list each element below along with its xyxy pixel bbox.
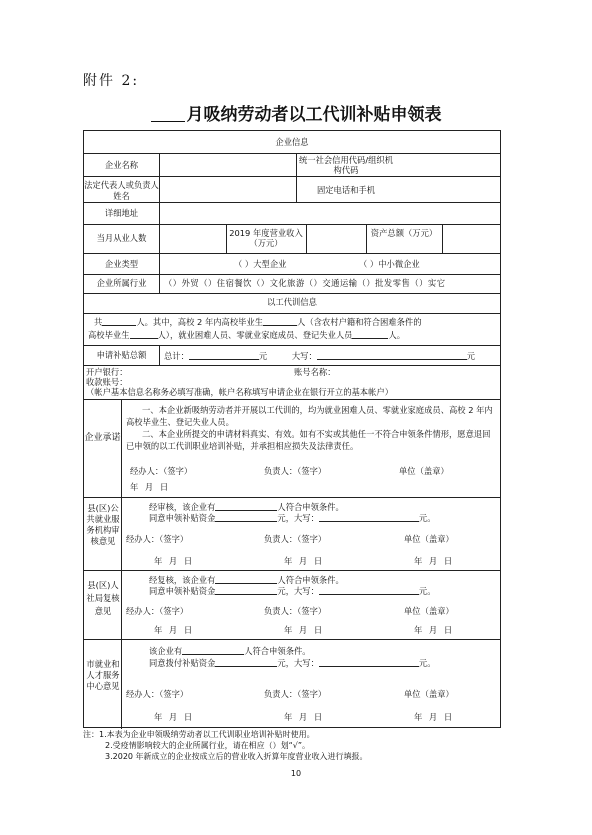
county-date-2[interactable]: 年 月 日 xyxy=(284,556,325,566)
county-agree-line: 同意申领补贴资金 元，大写： 元。 xyxy=(149,513,436,523)
hardship-graduates-field[interactable] xyxy=(130,329,158,339)
county-review-line: 经审核，该企业有 人符合申领条件。 xyxy=(149,502,344,512)
revenue-field[interactable] xyxy=(309,227,364,249)
section-company: 企业信息 xyxy=(275,137,309,147)
attachment-label: 附件 2: xyxy=(83,73,140,89)
subsidy-total-field[interactable] xyxy=(189,350,259,360)
note-2: 2.受疫情影响较大的企业所属行业，请在相应（）划“√”。 xyxy=(105,741,311,750)
form-title xyxy=(0,100,592,125)
county-public-label: 县(区)公共就业服务机构审核意见 xyxy=(86,503,120,546)
hrss-agree-line: 同意申领补贴资金 元，大写： 元。 xyxy=(149,586,436,596)
promise-seal[interactable]: 单位（盖章） xyxy=(399,466,449,476)
company-name-field[interactable] xyxy=(162,157,292,173)
city-leader[interactable]: 负责人：（签字） xyxy=(264,689,327,699)
city-upper-field[interactable] xyxy=(319,657,419,667)
employees-label: 当月从业人数 xyxy=(96,233,147,243)
county-date-1[interactable]: 年 月 日 xyxy=(154,556,195,566)
note-1: 注：1.本表为企业申领吸纳劳动者以工代训职业培训补贴时使用。 xyxy=(83,730,315,739)
bank-label[interactable]: 开户银行： xyxy=(86,367,128,377)
city-center-label: 市就业和人才服务中心意见 xyxy=(86,659,120,691)
hrss-amount-field[interactable] xyxy=(215,585,277,595)
industry-options[interactable]: （）外贸（）住宿餐饮（）文化旅游（）交通运输（）批发零售（）实它 xyxy=(164,278,446,288)
city-pay-line: 同意拨付补贴资金 元，大写： 元。 xyxy=(149,658,436,668)
form-title-text: 月吸纳劳动者以工代训补贴申领表 xyxy=(186,105,442,125)
city-date-2[interactable]: 年 月 日 xyxy=(284,712,325,722)
hrss-leader[interactable]: 负责人：（签字） xyxy=(264,606,327,616)
phone-field[interactable] xyxy=(399,181,499,199)
hrss-seal[interactable]: 单位（盖章） xyxy=(404,606,454,616)
hrss-date-1[interactable]: 年 月 日 xyxy=(154,625,195,635)
credit-code-field[interactable] xyxy=(399,157,499,173)
account-label[interactable]: 收款账号： xyxy=(86,377,128,387)
training-line-1: 共 人。其中，高校 2 年内高校毕业生 人（含农村户籍和符合困难条件的 xyxy=(94,317,422,327)
address-label: 详细地址 xyxy=(104,208,139,218)
company-name-label: 企业名称 xyxy=(104,160,139,170)
county-review-people-field[interactable] xyxy=(215,501,277,511)
city-seal[interactable]: 单位（盖章） xyxy=(404,689,454,699)
type-label: 企业类型 xyxy=(104,259,139,269)
subsidy-upper-field[interactable] xyxy=(317,350,467,360)
graduates-field[interactable] xyxy=(263,316,297,326)
city-date-1[interactable]: 年 月 日 xyxy=(154,712,195,722)
assets-field[interactable] xyxy=(445,227,499,249)
bank-note: （帐户基本信息名称务必填写准确，帐户名称填写申请企业在银行开立的基本帐户） xyxy=(86,387,393,397)
city-people-field[interactable] xyxy=(182,645,244,655)
employees-field[interactable] xyxy=(162,227,222,249)
assets-label: 资产总额（万元） xyxy=(370,228,438,238)
city-date-3[interactable]: 年 月 日 xyxy=(414,712,455,722)
county-seal[interactable]: 单位（盖章） xyxy=(404,534,454,544)
hrss-operator[interactable]: 经办人：（签字） xyxy=(126,606,189,616)
promise-text-2: 二、本企业所提交的申请材料真实、有效。如有不实或其他任一不符合申领条件情形，愿意退回已申领的以工代训职业培训补贴，并承担相应损失及法律责任。 xyxy=(126,429,491,451)
address-field[interactable] xyxy=(162,205,497,221)
unemployed-field[interactable] xyxy=(352,329,388,339)
hrss-date-3[interactable]: 年 月 日 xyxy=(414,625,455,635)
county-agree-upper-field[interactable] xyxy=(319,512,419,522)
page-number: 10 xyxy=(290,769,302,778)
city-operator[interactable]: 经办人：（签字） xyxy=(126,689,189,699)
legal-rep-field[interactable] xyxy=(162,181,292,199)
phone-label: 固定电话和手机 xyxy=(316,185,376,195)
hrss-upper-field[interactable] xyxy=(319,585,419,595)
application-form-table xyxy=(83,130,501,728)
hrss-date-2[interactable]: 年 月 日 xyxy=(284,625,325,635)
revenue-label: 2019 年度营业收入（万元） xyxy=(229,228,303,248)
county-hrss-label: 县(区)人社局复核意见 xyxy=(86,580,120,616)
promise-leader[interactable]: 负责人：（签字） xyxy=(264,466,327,476)
promise-date[interactable]: 年 月 日 xyxy=(130,482,171,492)
county-date-3[interactable]: 年 月 日 xyxy=(414,556,455,566)
promise-label: 企业承诺 xyxy=(84,433,121,443)
subsidy-line: 总计： 元 大写： 元 xyxy=(164,351,476,361)
month-blank[interactable] xyxy=(151,107,185,122)
section-training: 以工代训信息 xyxy=(267,297,317,307)
promise-operator[interactable]: 经办人：（签字） xyxy=(130,466,193,476)
total-people-field[interactable] xyxy=(102,316,136,326)
promise-text-1: 一、本企业新吸纳劳动者并开展以工代训的，均为就业困难人员、零就业家庭成员、高校 2 年内高校毕业生、登记失业人员。 xyxy=(126,405,493,427)
county-leader[interactable]: 负责人：（签字） xyxy=(264,534,327,544)
county-operator[interactable]: 经办人：（签字） xyxy=(126,534,189,544)
industry-label: 企业所属行业 xyxy=(96,278,147,288)
county-agree-amount-field[interactable] xyxy=(215,512,277,522)
type-sme-option[interactable]: （ ）中小微企业 xyxy=(359,259,420,269)
city-has-line: 该企业有 人符合申领条件。 xyxy=(149,646,311,656)
hrss-people-field[interactable] xyxy=(215,574,277,584)
hrss-recheck-line: 经复核，该企业有 人符合申领条件。 xyxy=(149,575,344,585)
type-large-option[interactable]: （ ）大型企业 xyxy=(234,259,287,269)
notes xyxy=(83,729,368,762)
account-name-label[interactable]: 账号名称： xyxy=(294,367,336,377)
subsidy-label: 申请补贴总额 xyxy=(96,350,147,360)
credit-code-label: 统一社会信用代码/组织机构代码 xyxy=(298,155,394,175)
legal-rep-label: 法定代表人或负责人姓名 xyxy=(84,180,159,201)
city-amount-field[interactable] xyxy=(215,657,277,667)
training-line-2: 高校毕业生 人），就业困难人员、零就业家庭成员、登记失业人员 人。 xyxy=(88,330,406,340)
note-3: 3.2020 年新成立的企业按成立后的营业收入折算年度营业收入进行填报。 xyxy=(105,752,368,761)
